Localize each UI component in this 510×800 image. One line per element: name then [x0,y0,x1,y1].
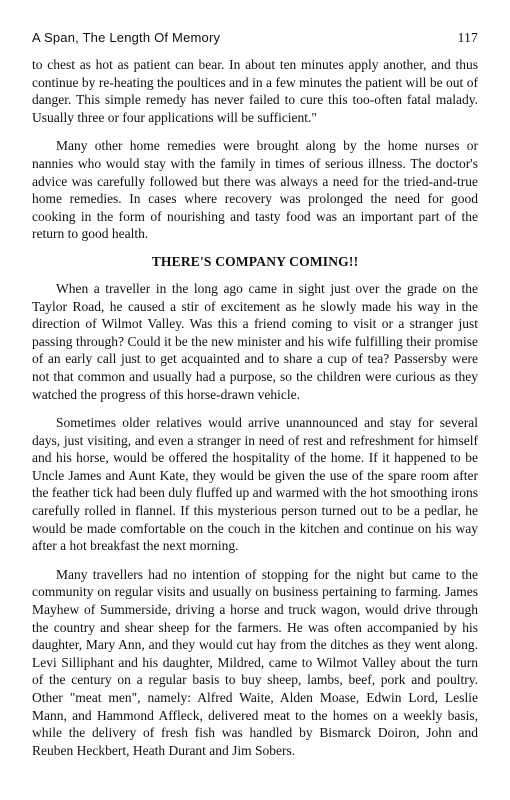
paragraph-relatives: Sometimes older relatives would arrive unannounced and stay for several days, just visiting, and even a stranger in need of rest and refreshment for himself and his horse, would be offered the hospitality of the home. If it happened to be Uncle James and Aunt Kate, they would be given the use of the spare room after the feather tick had been duly fluffed up and warmed with the hot smoothing irons carefully rolled in flannel. If this mysterious person turned out to be a pedlar, he would be made comfortable on the couch in the kitchen and continue on his way after a hot breakfast the next morning. [32,415,478,554]
book-page [32,30,478,770]
page-header [32,30,478,46]
section-heading: THERE'S COMPANY COMING!! [151,253,359,269]
paragraph-traveller: When a traveller in the long ago came in sight just over the grade on the Taylor Road, he caused a stir of excitement as he slowly made his way in the direction of Wilmot Valley. Was this a friend coming to visit or a stranger just passing through? Could it be the new minister and his wife fulfilling their promise of an early call just to get acquainted and to share a cup of tea? Passersby were not that common and usually had a purpose, so the children were curious as they watched the progress of this horse-drawn vehicle. [32,280,478,402]
paragraph-continued: to chest as hot as patient can bear. In about ten minutes apply another, and thus continue by re-heating the poultices and in a few minutes the patient will be out of danger. This simple remedy has never failed to cure this too-often fatal malady. Usually three or four applications will be sufficient." [32,57,478,125]
paragraph-travellers-business: Many travellers had no intention of stopping for the night but came to the community on regular visits and usually on business pertaining to farming. James Mayhew of Summerside, driving a horse and truck wagon, would drive through the country and shear sheep for the farmers. He was often accompanied by his daughter, Mary Ann, and they would cut hay from the ditches as they went along. Levi Silliphant and his daughter, Mildred, came to Wilmot Valley about the turn of the century on a regular basis to buy sheep, lambs, beef, pork and poultry. Other "meat men", namely: Alfred Waite, Alden Moase, Edwin Lord, Leslie Mann, and Hammond Affleck, delivered meat to the homes on a weekly basis, while the delivery of fresh fish was handled by Bismarck Doiron, John and Reuben Heckbert, Heath Durant and Jim Sobers. [32,566,478,758]
running-title: A Span, The Length Of Memory [32,30,221,45]
paragraph-home-remedies: Many other home remedies were brought along by the home nurses or nannies who would stay with the family in times of serious illness. The doctor's advice was carefully followed but there was always a need for the tried-and-true home remedies. In cases where recovery was prolonged the need for good cooking in the form of nourishing and tasty food was an important part of the return to good health. [32,138,478,242]
page-number: 117 [457,30,478,45]
